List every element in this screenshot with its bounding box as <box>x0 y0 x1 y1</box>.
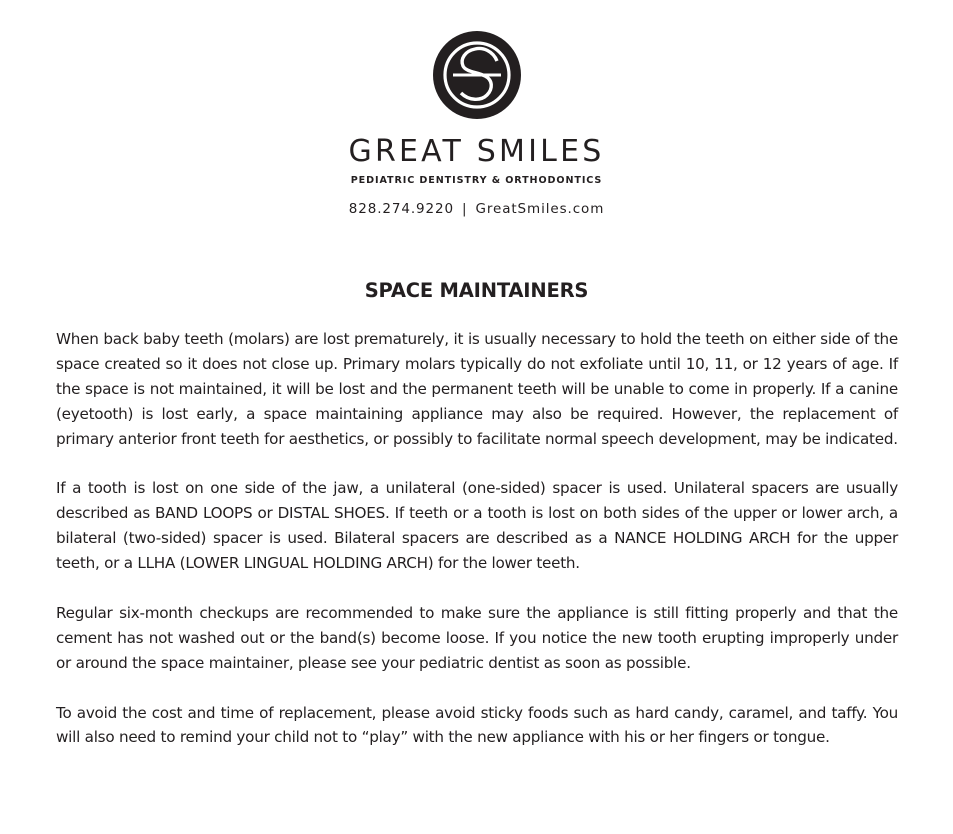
contact-line <box>0 200 953 218</box>
paragraph: To avoid the cost and time of replacement, please avoid sticky foods such as hard candy, caramel, and taffy. You will also need to remind your child not to “play” with the new appliance with his or her fingers or tongue. <box>56 703 898 747</box>
great-smiles-logo-icon <box>433 31 521 119</box>
paragraph: Regular six-month checkups are recommended to make sure the appliance is still fitting properly and that the cement has not washed out or the band(s) become loose. If you notice the new tooth erupting improperly under or around the space maintainer, please see your pediatric dentist as soon as possible. <box>56 603 898 672</box>
website-link: GreatSmiles.com <box>475 201 605 217</box>
phone-number: 828.274.9220 <box>348 201 455 217</box>
brand-name: GREAT SMILES <box>348 134 605 169</box>
paragraph: When back baby teeth (molars) are lost prematurely, it is usually necessary to hold the teeth on either side of the space created so it does not close up. Primary molars typically do not exfoliate until 10, 11, or 12 years of age. If the space is not maintained, it will be lost and the permanent teeth will be unable to come in properly. If a canine (eyetooth) is lost early, a space maintaining appliance may also be required. However, the replacement of primary anterior front teeth for aesthetics, or possibly to facilitate normal speech development, may be indicated. <box>56 330 898 448</box>
paragraph: If a tooth is lost on one side of the jaw, a unilateral (one-sided) spacer is used. Unilateral spacers are usually described as BAND LOOPS or DISTAL SHOES. If teeth or a tooth is lost on both sides of the upper or lower arch, a bilateral (two-sided) spacer is used. Bilateral spacers are described as a NANCE HOLDING ARCH for the upper teeth, or a LLHA (LOWER LINGUAL HOLDING ARCH) for the lower teeth. <box>56 479 898 573</box>
brand-tagline: PEDIATRIC DENTISTRY & ORTHODONTICS <box>350 175 603 186</box>
document-body <box>56 327 898 750</box>
contact-separator: | <box>462 201 468 217</box>
document-title: SPACE MAINTAINERS <box>364 279 589 302</box>
